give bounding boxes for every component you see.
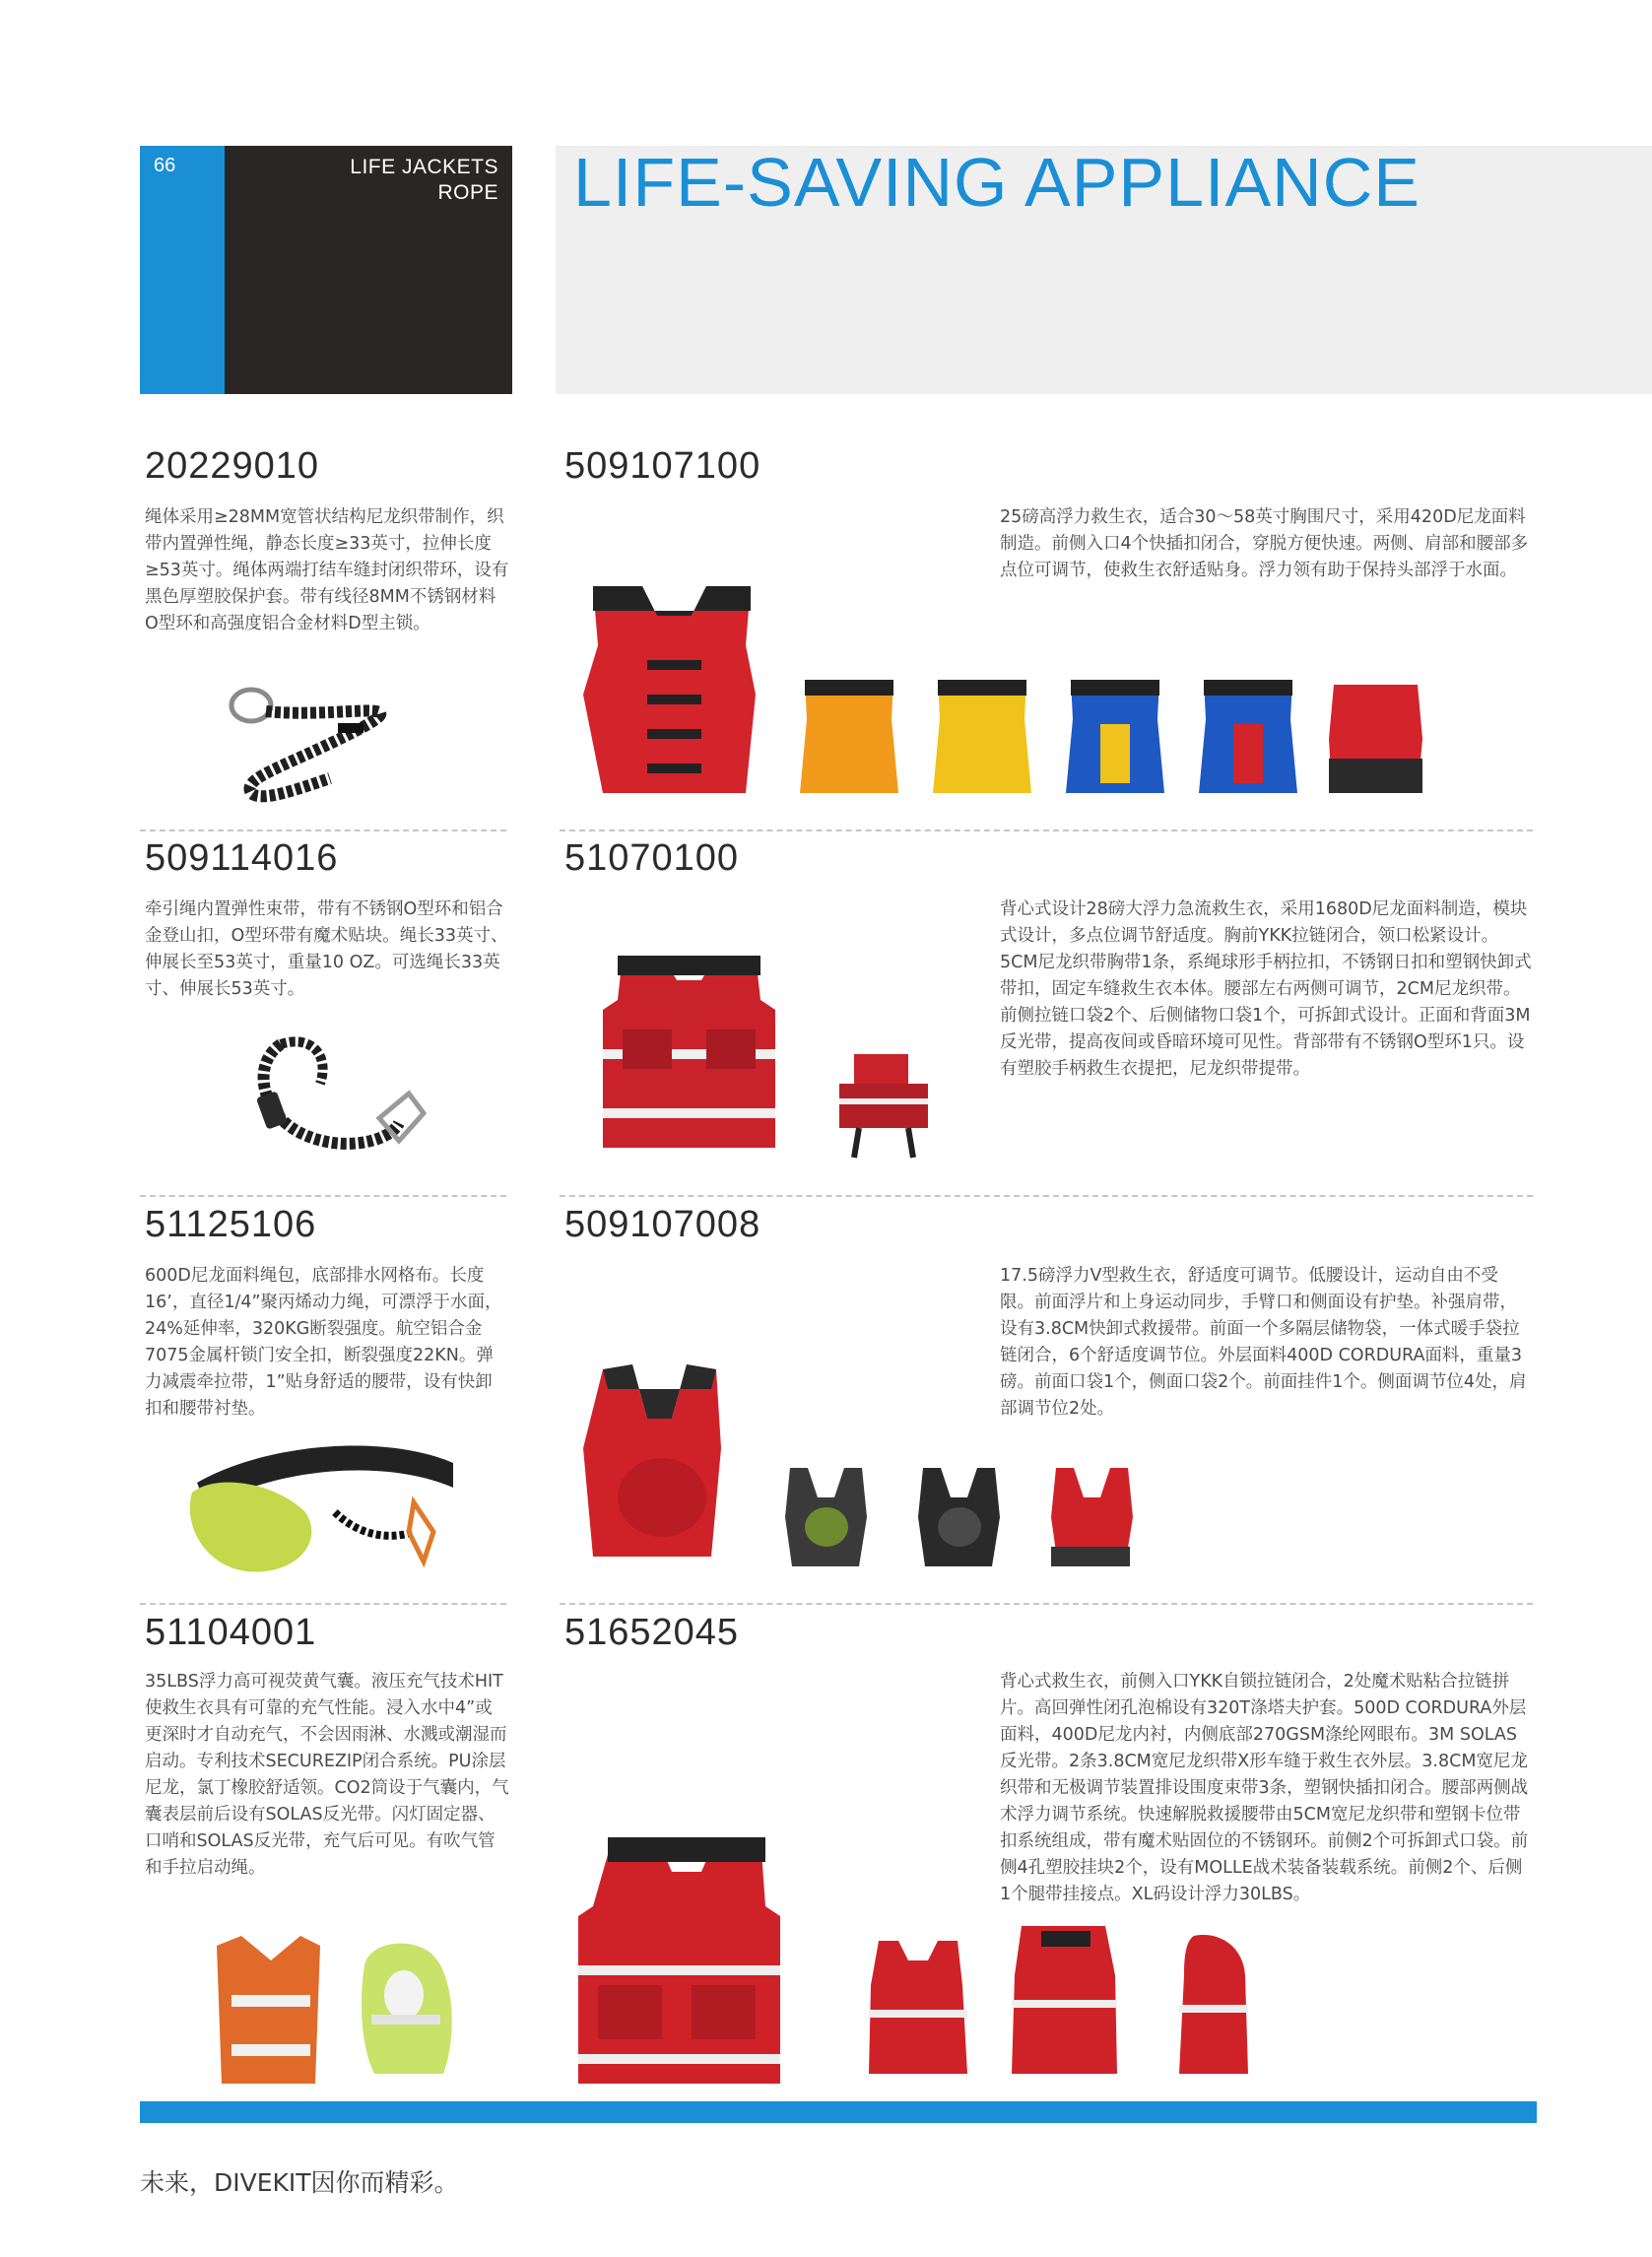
product-description-509107100: 25磅高浮力救生衣，适合30～58英寸胸围尺寸，采用420D尼龙面料制造。前侧入口4个快插扣闭合，穿脱方便快速。两侧、肩部和腰部多点位可调节，使救生衣舒适贴身。浮力领有助于保持头部浮于水面。 [1000, 507, 1529, 580]
product-image-vests-509107100 [563, 576, 1450, 803]
product-description-509114016: 牵引绳内置弹性束带，带有不锈钢O型环和铝合金登山扣，O型环带有魔术贴块。绳长33英寸、伸展长至53英寸，重量10 OZ。可选绳长33英寸、伸展长53英寸。 [145, 899, 508, 999]
product-description-51125106: 600D尼龙面料绳包，底部排水网格布。长度16’，直径1/4”聚丙烯动力绳，可漂浮于水面，24%延伸率，320KG断裂强度。航空铝合金7075金属杆锁门安全扣，断裂强度22KN。弹力减震牵拉带，1”贴身舒适的腰带，设有快卸扣和腰带衬垫。 [145, 1266, 502, 1419]
section-tag-life-jackets: LIFE JACKETS [350, 156, 498, 178]
product-image-rescue-vest-51070100 [563, 951, 977, 1167]
footer-accent-bar [140, 2101, 1537, 2123]
separator [140, 1195, 506, 1197]
product-description-509107008: 17.5磅浮力V型救生衣，舒适度可调节。低腰设计，运动自由不受限。前面浮片和上身运动同步，手臂口和侧面设有护垫。补强肩带，设有3.8CM快卸式救援带。前面一个多隔层储物袋，一体式暖手袋拉链闭合，6个舒适度调节位。外层面料400D CORDURA面料，重量3磅。前面口袋1个，侧面口袋2个。前面挂件1个。侧面调节位4处，肩部调节位2处。 [1000, 1266, 1527, 1419]
product-image-throw-belt-51125106 [187, 1433, 473, 1581]
product-code-51125106: 51125106 [145, 1204, 317, 1245]
page-title: LIFE-SAVING APPLIANCE [573, 144, 1421, 221]
product-image-v-vests-509107008 [563, 1360, 1115, 1586]
separator [140, 1603, 506, 1605]
product-code-51104001: 51104001 [145, 1612, 317, 1653]
product-image-leash-20229010 [222, 680, 458, 808]
header-accent-block [140, 146, 225, 394]
product-code-509107100: 509107100 [564, 445, 761, 487]
product-code-51652045: 51652045 [564, 1612, 740, 1653]
product-code-509107008: 509107008 [564, 1204, 761, 1245]
product-image-inflatable-vests-51104001 [202, 1936, 468, 2089]
product-description-51070100: 背心式设计28磅大浮力急流救生衣，采用1680D尼龙面料制造，模块式设计，多点位调节舒适度。胸前YKK拉链闭合，领口松紧设计。5CM尼龙织带胸带1条，系绳球形手柄拉扣，不锈钢日扣和塑钢快卸式带扣，固定车缝救生衣本体。腰部左右两侧可调节，2CM尼龙织带。前侧拉链口袋2个、后侧储物口袋1个，可拆卸式设计。正面和背面3M反光带，提高夜间或昏暗环境可见性。背部带有不锈钢O型环1只。设有塑胶手柄救生衣提把，尼龙织带提带。 [1000, 899, 1532, 1079]
separator [140, 830, 506, 831]
product-image-leash-509114016 [241, 1025, 429, 1192]
product-code-509114016: 509114016 [145, 837, 339, 879]
product-code-20229010: 20229010 [145, 445, 320, 487]
section-tags [296, 155, 498, 206]
separator [560, 1195, 1533, 1197]
product-image-tactical-vests-51652045 [563, 1827, 1253, 2093]
separator [560, 1603, 1533, 1605]
product-description-51652045: 背心式救生衣，前侧入口YKK自锁拉链闭合，2处魔术贴粘合拉链拼片。高回弹性闭孔泡棉设有320T涤塔夫护套。500D CORDURA外层面料，400D尼龙内衬，内侧底部270GSM涤纶网眼布。3M SOLAS反光带。2条3.8CM宽尼龙织带X形车缝于救生衣外层。3.8CM宽尼龙织带和无极调节装置排设围度束带3条，塑钢快插扣闭合。腰部两侧战术浮力调节系统。快速解脱救援腰带由5CM宽尼龙织带和塑钢卡位带扣系统组成，带有魔术贴固位的不锈钢环。前侧2个可拆卸式口袋。前侧4孔塑胶挂块2个，设有MOLLE战术装备装载系统。前侧2个、后侧1个腿带挂接点。XL码设计浮力30LBS。 [1000, 1672, 1529, 1904]
product-description-51104001: 35LBS浮力高可视荧黄气囊。液压充气技术HIT使救生衣具有可靠的充气性能。浸入水中4”或更深时才自动充气，不会因雨淋、水溅或潮湿而启动。专利技术SECUREZIP闭合系统。PU涂层尼龙，氯丁橡胶舒适领。CO2筒设于气囊内，气囊表层前后设有SOLAS反光带。闪灯固定器、口哨和SOLAS反光带，充气后可见。有吹气管和手拉启动绳。 [145, 1672, 509, 1878]
page-number: 66 [154, 155, 176, 176]
separator [560, 830, 1533, 831]
section-tag-rope: ROPE [437, 181, 498, 204]
product-description-20229010: 绳体采用≥28MM宽管状结构尼龙织带制作，织带内置弹性绳，静态长度≥33英寸，拉伸长度≥53英寸。绳体两端打结车缝封闭织带环，设有黑色厚塑胶保护套。带有线径8MM不锈钢材料O型环和高强度铝合金材料D型主锁。 [145, 507, 509, 633]
footer-slogan: 未来，DIVEKIT因你而精彩。 [140, 2168, 459, 2197]
product-code-51070100: 51070100 [564, 837, 740, 879]
vest-red-large [583, 586, 756, 793]
